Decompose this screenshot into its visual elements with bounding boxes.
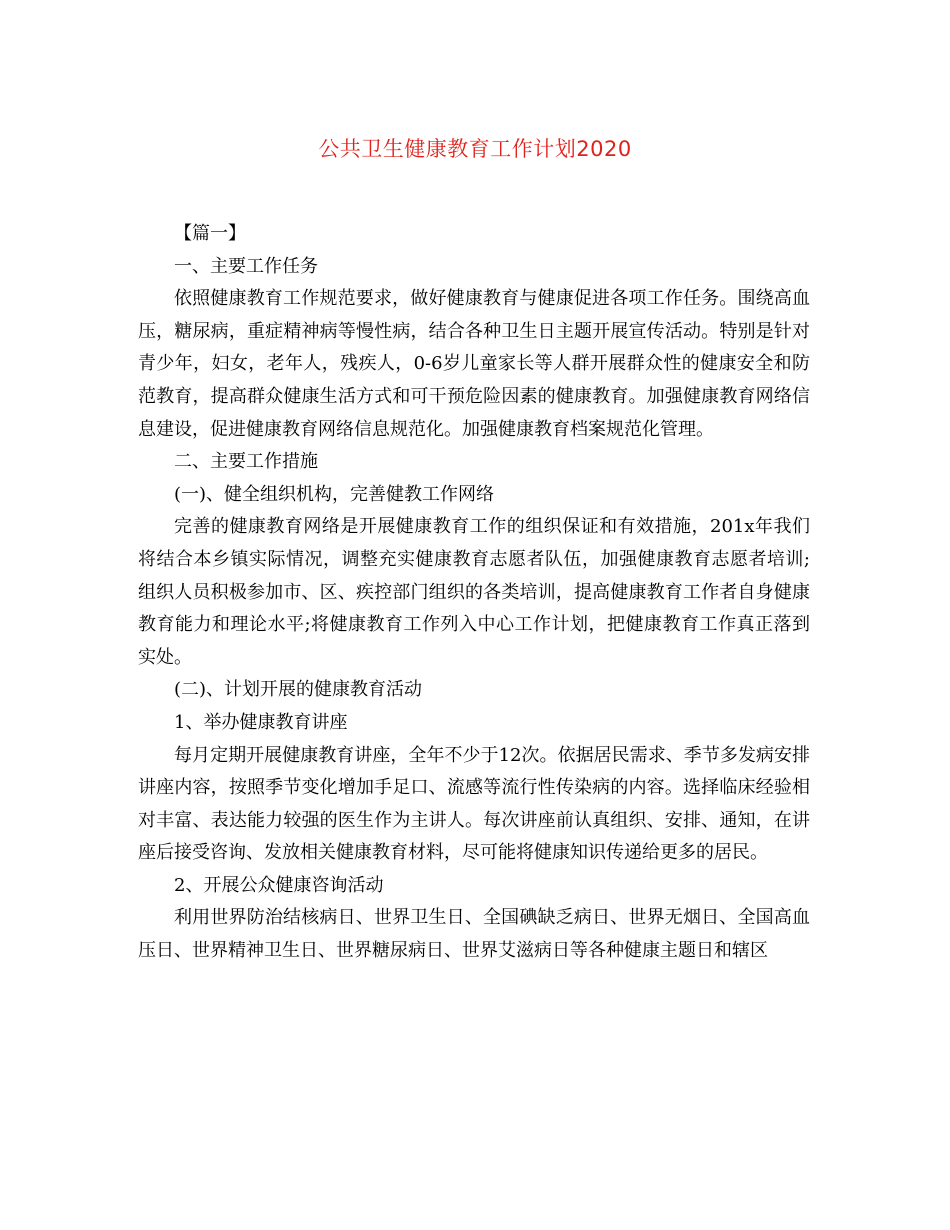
paragraph-main-tasks: 依照健康教育工作规范要求，做好健康教育与健康促进各项工作任务。围绕高血压，糖尿病，重症精神病等慢性病，结合各种卫生日主题开展宣传活动。特别是针对青少年，妇女，老年人，残疾人，0-6岁儿童家长等人群开展群众性的健康安全和防范教育，提高群众健康生活方式和可干预危险因素的健康教育。加强健康教育网络信息建设，促进健康教育网络信息规范化。加强健康教育档案规范化管理。 — [138, 288, 810, 440]
subheading-organization: (一)、健全组织机构，完善健教工作网络 — [174, 483, 495, 505]
document-title: 公共卫生健康教育工作计划2020 — [318, 137, 632, 161]
section-label: 【篇一】 — [174, 223, 246, 244]
heading-main-tasks: 一、主要工作任务 — [174, 255, 318, 277]
item-lectures-heading: 1、举办健康教育讲座 — [174, 711, 348, 733]
item-consultation-heading: 2、开展公众健康咨询活动 — [174, 874, 384, 896]
paragraph-consultation: 利用世界防治结核病日、世界卫生日、全国碘缺乏病日、世界无烟日、全国高血压日、世界精神卫生日、世界糖尿病日、世界艾滋病日等各种健康主题日和辖区 — [138, 907, 810, 962]
heading-main-measures: 二、主要工作措施 — [174, 451, 318, 473]
document-body — [138, 218, 810, 968]
paragraph-lectures: 每月定期开展健康教育讲座，全年不少于12次。依据居民需求、季节多发病安排讲座内容，按照季节变化增加手足口、流感等流行性传染病的内容。选择临床经验相对丰富、表达能力较强的医生作为主讲人。每次讲座前认真组织、安排、通知，在讲座后接受咨询、发放相关健康教育材料，尽可能将健康知识传递给更多的居民。 — [138, 744, 810, 864]
paragraph-organization: 完善的健康教育网络是开展健康教育工作的组织保证和有效措施，201x年我们将结合本乡镇实际情况，调整充实健康教育志愿者队伍，加强健康教育志愿者培训;组织人员积极参加市、区、疾控部门组织的各类培训，提高健康教育工作者自身健康教育能力和理论水平;将健康教育工作列入中心工作计划，把健康教育工作真正落到实处。 — [138, 516, 810, 668]
subheading-planned-activities: (二)、计划开展的健康教育活动 — [174, 679, 423, 701]
